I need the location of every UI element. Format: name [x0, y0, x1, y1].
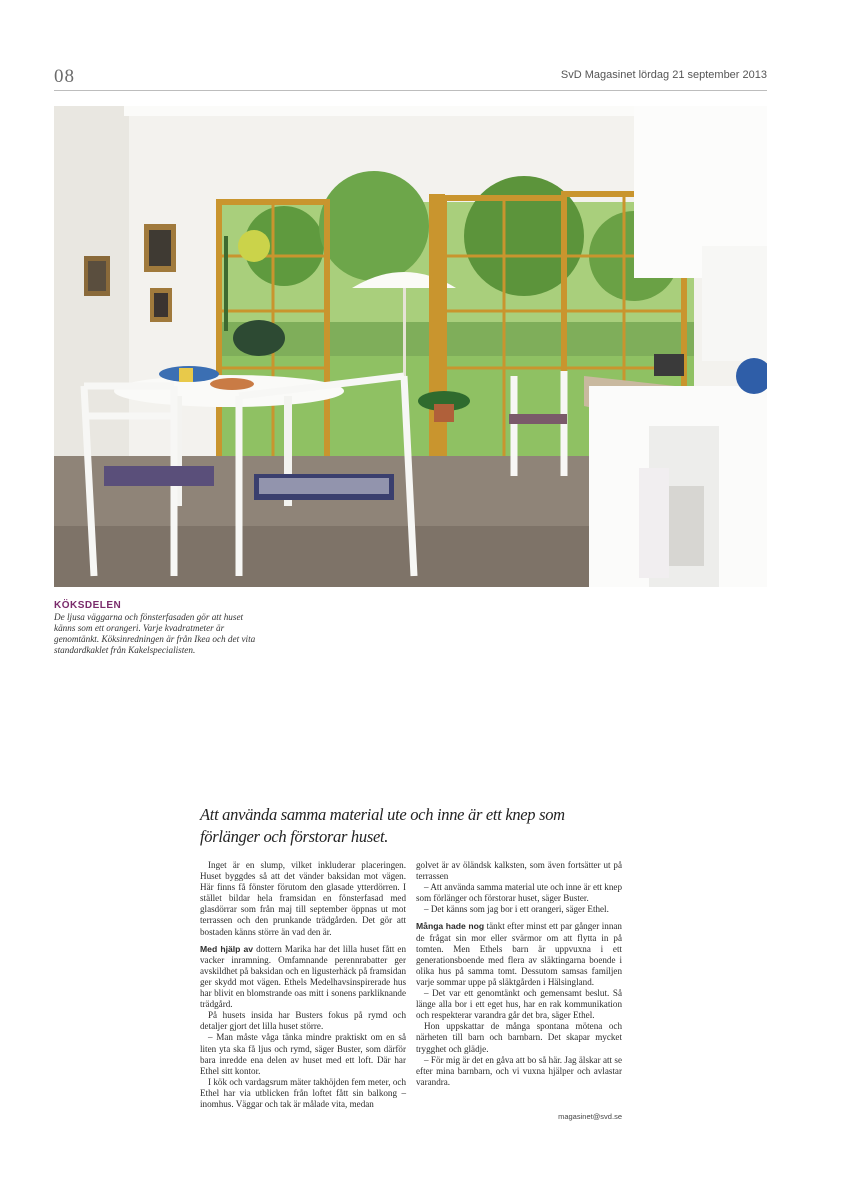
paragraph: – För mig är det en gåva att bo så här. Jag älskar att se efter mina barnbarn, och vi vuxna hjälper och avlastar varandra. — [416, 1054, 622, 1087]
paragraph: Inget är en slump, vilket inkluderar placeringen. Huset byggdes så att det vänder baksidan mot vägen. Här finns få fönster förutom den glasade ytterdörren. I stället bildar hela framsidan en fönsterfasad med glasdörrar som från maj till september öppnas ut mot terrassen och den prunkande trädgården. Det gör att bostaden känns större än vad den är. — [200, 860, 406, 937]
photo-caption — [54, 600, 264, 656]
paragraph: – Det var ett genomtänkt och gemensamt beslut. Så länge alla bor i ett eget hus, har en rak kommunikation och respekterar varandra går det bra, säger Ethel. — [416, 988, 622, 1021]
pull-quote: Att använda samma material ute och inne är ett knep som förlänger och förstorar huset. — [200, 805, 565, 846]
article-column-right — [416, 860, 622, 1088]
caption-text: De ljusa väggarna och fönsterfasaden gör att huset känns som ett orangeri. Varje kvadratmeter är genomtänkt. Köksinredningen är från Ikea och det vita standardkaklet från Kakelspecialisten. — [54, 612, 256, 655]
paragraph — [416, 921, 622, 988]
kitchen-photo — [54, 106, 767, 587]
paragraph: – Att använda samma material ute och inne är ett knep som förlänger och förstorar huset, säger Buster. — [416, 882, 622, 904]
lead-in: Många hade nog — [416, 921, 485, 932]
byline-email[interactable]: magasinet@svd.se — [558, 1112, 622, 1121]
masthead: SvD Magasinet lördag 21 september 2013 — [560, 69, 767, 81]
paragraph: Hon uppskattar de många spontana mötena och närheten till barn och barnbarn. Det skapar mycket trygghet och glädje. — [416, 1021, 622, 1054]
paragraph: I kök och vardagsrum mäter takhöjden fem meter, och Ethel har via utblicken från loftet fått sin balkong – inomhus. Väggar och tak är målade vita, medan — [200, 1076, 406, 1109]
paragraph: golvet är av öländsk kalksten, som även fortsätter ut på terrassen — [416, 860, 622, 882]
paragraph: – Man måste våga tänka mindre praktiskt om en så liten yta ska få ljus och rymd, säger Buster, som därför bara inredde ena delen av huset med ett loft. Där har Ethel sitt kontor. — [200, 1032, 406, 1076]
paragraph-text: tänkt efter minst ett par gånger innan de frågat sin mor eller svärmor om att flytta in på tomten. Men Ethels barn är uppvuxna i ett generationsboende med flera av släktingarna boende i olika hus på samma tomt. Dessutom samsas familjen varje sommar uppe på släktgården i Hälsingland. — [416, 921, 622, 987]
paragraph-text: dottern Marika har det lilla huset fått en vacker inramning. Omfamnande perennrabatter ger avskildhet på baksidan och en ligusterhäck på framsidan ger skydd mot vägen. Ethels Medelhavsinspirerade hus har blivit en blomstrande oas mitt i sonens parkliknande trädgård. — [200, 943, 407, 1010]
kitchen-illustration — [54, 106, 767, 587]
paragraph: – Det känns som jag bor i ett orangeri, säger Ethel. — [424, 904, 609, 915]
lead-in: Med hjälp av — [200, 943, 254, 954]
paragraph: På husets insida har Busters fokus på rymd och detaljer gjort det lilla huset större. — [200, 1010, 406, 1032]
page-number: 08 — [54, 66, 75, 87]
caption-title: KÖKSDELEN — [54, 600, 122, 611]
paragraph — [200, 944, 406, 1011]
page-header — [54, 64, 767, 91]
article-column-left — [200, 860, 406, 1110]
